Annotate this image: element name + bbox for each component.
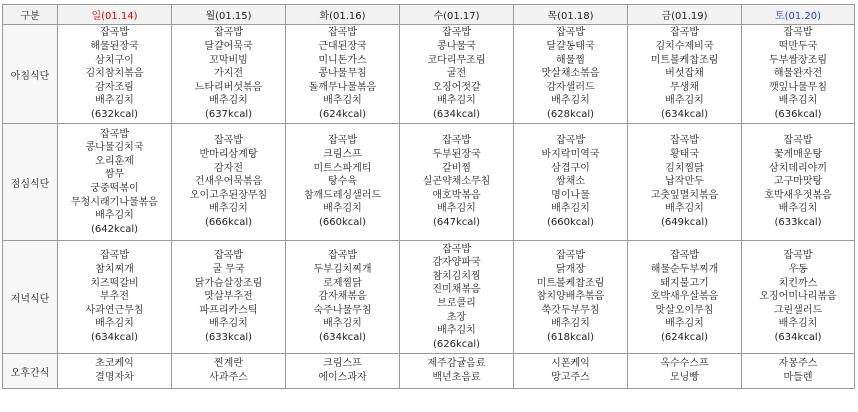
menu-item: 오징어젓갈 xyxy=(432,81,481,93)
menu-item: 그린샐러드 xyxy=(773,304,823,316)
menu-item: 닭개장 xyxy=(556,264,585,276)
menu-item: 배추김치 xyxy=(209,318,248,330)
menu-item: 파프리카스틱 xyxy=(199,304,258,316)
menu-item: 김치참치볶음 xyxy=(85,68,144,80)
meal-cell xyxy=(628,25,742,124)
menu-item: 자몽주스 xyxy=(778,358,818,370)
menu-item: (649kcal) xyxy=(660,216,709,228)
meal-cell xyxy=(58,354,172,389)
menu-item: 크림스프 xyxy=(323,358,362,370)
menu-item: 꼬막비빔 xyxy=(209,54,248,66)
menu-item: 달걀어묵국 xyxy=(204,41,253,53)
menu-item: 맛살부추전 xyxy=(204,291,253,303)
meal-cell xyxy=(286,25,400,124)
menu-item: 해물완자전 xyxy=(773,68,823,80)
menu-item: 감자샐러드 xyxy=(546,81,595,93)
menu-item: 잡곡밥 xyxy=(670,27,699,39)
menu-item: 맛살채소볶음 xyxy=(541,68,600,80)
menu-item: (634kcal) xyxy=(660,108,709,120)
menu-item: 갈비찜 xyxy=(442,162,471,174)
menu-item: 삼겹구이 xyxy=(551,162,590,174)
menu-item: 감자양파국 xyxy=(432,257,481,269)
meal-cell xyxy=(628,124,742,241)
menu-item: 잡곡밥 xyxy=(214,27,243,39)
menu-item: 돼지불고기 xyxy=(660,277,709,289)
menu-item: 감자채볶음 xyxy=(318,291,367,303)
menu-item: 배추김치 xyxy=(778,318,818,330)
menu-item: 잡곡밥 xyxy=(783,135,813,147)
menu-item: 건새우어묵볶음 xyxy=(194,176,263,188)
meal-cell xyxy=(172,241,286,354)
menu-item: 쌈무 xyxy=(104,169,125,181)
menu-item: 탕수육 xyxy=(328,176,357,188)
meal-cell xyxy=(172,25,286,124)
menu-item: (628kcal) xyxy=(546,108,595,120)
menu-item: 배추김치 xyxy=(323,95,362,107)
menu-item: 버섯잡채 xyxy=(665,68,704,80)
menu-item: 실곤약채소무침 xyxy=(422,176,491,188)
menu-item: 호박새우살볶음 xyxy=(650,291,719,303)
menu-item: 돌깨무나물볶음 xyxy=(308,81,377,93)
menu-item: 잡곡밥 xyxy=(328,135,357,147)
meal-cell xyxy=(172,354,286,389)
meal-cell xyxy=(514,124,628,241)
day-header: 화(01.16) xyxy=(286,5,400,25)
menu-item: 참치김치찜 xyxy=(432,270,481,282)
day-header: 수(01.17) xyxy=(400,5,514,25)
menu-item: (634kcal) xyxy=(90,331,139,343)
menu-item: 잡곡밥 xyxy=(100,128,129,140)
meal-label: 오후간식 xyxy=(3,354,58,389)
menu-item: 잡곡밥 xyxy=(783,250,813,262)
menu-item: 제주감귤음료 xyxy=(427,358,486,370)
menu-item: 반마리삼계탕 xyxy=(199,149,258,161)
menu-item: 잡곡밥 xyxy=(100,250,129,262)
menu-item: 잡곡밥 xyxy=(214,135,243,147)
meal-row-dinner xyxy=(3,241,855,354)
menu-item: 호박새우젓볶음 xyxy=(764,189,832,201)
menu-item: 쌈채소 xyxy=(556,176,585,188)
menu-item: 무청시래기나물볶음 xyxy=(71,196,158,208)
meal-row-snack xyxy=(3,354,855,389)
menu-item: 떡만두국 xyxy=(778,41,818,53)
menu-item: 초장 xyxy=(446,311,467,323)
menu-item: 배추김치 xyxy=(665,203,704,215)
menu-item: 납작만두 xyxy=(665,176,704,188)
menu-item: (626kcal) xyxy=(432,338,481,350)
menu-item: 콩나물김치국 xyxy=(85,142,144,154)
menu-item: (634kcal) xyxy=(318,331,367,343)
menu-item: 잡곡밥 xyxy=(670,250,699,262)
meal-label: 저녁식단 xyxy=(3,241,58,354)
menu-item: 사과주스 xyxy=(209,372,248,383)
menu-item: (636kcal) xyxy=(774,108,822,120)
menu-item: 해물된장국 xyxy=(90,41,139,53)
meal-cell xyxy=(286,124,400,241)
menu-item: 애호박볶음 xyxy=(432,189,481,201)
menu-item: (660kcal) xyxy=(546,216,595,228)
menu-item: 고구마맛탕 xyxy=(773,176,823,188)
menu-item: 배추김치 xyxy=(95,210,134,222)
menu-item: 배추김치 xyxy=(665,318,704,330)
menu-item: 마들렌 xyxy=(783,372,813,383)
day-header: 일(01.14) xyxy=(58,5,172,25)
menu-item: 잡곡밥 xyxy=(214,250,243,262)
menu-item: 미니돈가스 xyxy=(318,54,367,66)
menu-item: 콩나물국 xyxy=(437,41,476,53)
menu-item: 배추김치 xyxy=(437,325,476,337)
menu-item: (632kcal) xyxy=(90,108,139,120)
menu-item: 잡곡밥 xyxy=(670,135,699,147)
menu-item: 두부김치찌개 xyxy=(313,264,372,276)
menu-item: 부추전 xyxy=(100,291,129,303)
menu-item: 잡곡밥 xyxy=(556,27,585,39)
meal-cell xyxy=(514,354,628,389)
weekly-meal-table-wrapper xyxy=(2,4,855,389)
menu-item: 망고주스 xyxy=(551,372,590,383)
menu-item: 콩나물무침 xyxy=(318,68,367,80)
menu-item: 가지전 xyxy=(214,68,243,80)
menu-item: 미트볼케찹조림 xyxy=(650,54,719,66)
menu-item: 꽃게매운탕 xyxy=(773,149,823,161)
menu-item: 바지락미역국 xyxy=(541,149,600,161)
menu-item: 시폰케익 xyxy=(551,358,590,370)
meal-cell xyxy=(742,354,855,389)
meal-row-lunch xyxy=(3,124,855,241)
header-category-label: 구분 xyxy=(3,5,58,25)
meal-cell xyxy=(172,124,286,241)
menu-item: 참치양배추볶음 xyxy=(536,291,605,303)
meal-cell xyxy=(400,354,514,389)
menu-item: 배추김치 xyxy=(209,203,248,215)
menu-item: 감자전 xyxy=(214,162,243,174)
meal-cell xyxy=(400,241,514,354)
meal-cell xyxy=(400,124,514,241)
meal-cell xyxy=(628,241,742,354)
menu-item: 배추김치 xyxy=(95,95,134,107)
menu-item: (634kcal) xyxy=(774,331,822,343)
menu-item: 무생채 xyxy=(670,81,699,93)
weekly-meal-table xyxy=(2,4,855,389)
menu-item: 느타리버섯볶음 xyxy=(194,81,263,93)
menu-item: (642kcal) xyxy=(90,223,139,235)
menu-item: 잡곡밥 xyxy=(328,27,357,39)
menu-item: (660kcal) xyxy=(318,216,367,228)
menu-item: 배추김치 xyxy=(551,318,590,330)
meal-cell xyxy=(742,25,855,124)
menu-item: 치즈떡갈비 xyxy=(90,277,139,289)
meal-cell xyxy=(286,354,400,389)
menu-item: 치킨까스 xyxy=(778,277,818,289)
meal-cell xyxy=(514,241,628,354)
meal-cell xyxy=(286,241,400,354)
menu-item: 고춧잎멸치볶음 xyxy=(650,189,719,201)
menu-item: (633kcal) xyxy=(204,331,253,343)
menu-item: 배추김치 xyxy=(95,318,134,330)
menu-item: (624kcal) xyxy=(660,331,709,343)
menu-item: 배추김치 xyxy=(323,318,362,330)
menu-item: 배추김치 xyxy=(323,203,362,215)
menu-item: 김치수제비국 xyxy=(655,41,714,53)
menu-item: 해물찜 xyxy=(556,54,585,66)
menu-item: 진미채볶음 xyxy=(432,284,481,296)
meal-table-body xyxy=(3,25,855,389)
meal-label: 아침식단 xyxy=(3,25,58,124)
menu-item: 쑥갓두부무침 xyxy=(541,304,600,316)
menu-item: 결명자차 xyxy=(95,372,134,383)
menu-item: 두부쌈장조림 xyxy=(769,54,827,66)
menu-item: 미트스파게티 xyxy=(313,162,372,174)
menu-item: 궁중떡볶이 xyxy=(90,183,139,194)
meal-cell xyxy=(628,354,742,389)
menu-item: 굴전 xyxy=(446,68,467,80)
menu-item: (633kcal) xyxy=(774,216,822,228)
meal-cell xyxy=(742,124,855,241)
menu-item: 로제찜닭 xyxy=(323,277,362,289)
menu-item: (666kcal) xyxy=(204,216,253,228)
menu-item: 황태국 xyxy=(670,149,699,161)
menu-item: (624kcal) xyxy=(318,108,367,120)
menu-item: 깻잎나물무침 xyxy=(769,81,827,93)
menu-item: 초코케익 xyxy=(95,358,134,370)
header-row xyxy=(3,5,855,25)
menu-item: 오징어미나리볶음 xyxy=(759,291,837,303)
menu-item: 두부된장국 xyxy=(432,149,481,161)
day-header: 월(01.15) xyxy=(172,5,286,25)
meal-cell xyxy=(58,124,172,241)
meal-cell xyxy=(58,241,172,354)
menu-item: 배추김치 xyxy=(209,95,248,107)
menu-item: 미트볼케찹조림 xyxy=(536,277,605,289)
menu-item: 오이고추된장무침 xyxy=(189,189,268,201)
meal-cell xyxy=(742,241,855,354)
menu-item: (637kcal) xyxy=(204,108,253,120)
menu-item: 모닝빵 xyxy=(670,372,699,383)
menu-item: 사과연근무침 xyxy=(85,304,144,316)
menu-item: 잡곡밥 xyxy=(442,135,471,147)
menu-item: 달걀동태국 xyxy=(546,41,595,53)
menu-item: 잡곡밥 xyxy=(328,250,357,262)
menu-item: 배추김치 xyxy=(778,95,818,107)
menu-item: 옥수수스프 xyxy=(660,358,709,370)
menu-item: 해물순두부찌개 xyxy=(650,264,719,276)
menu-item: 찐계란 xyxy=(214,358,243,370)
menu-item: 근대된장국 xyxy=(318,41,367,53)
menu-item: 배추김치 xyxy=(437,95,476,107)
menu-item: 잡곡밥 xyxy=(442,243,471,255)
menu-item: 배추김치 xyxy=(437,203,476,215)
day-header: 목(01.18) xyxy=(514,5,628,25)
menu-item: 잡곡밥 xyxy=(783,27,813,39)
menu-item: 브로콜리 xyxy=(437,298,476,309)
menu-item: 명이나물 xyxy=(551,189,590,201)
menu-item: (647kcal) xyxy=(432,216,481,228)
menu-item: 백년초음료 xyxy=(432,372,481,383)
day-header: 금(01.19) xyxy=(628,5,742,25)
meal-label: 점심식단 xyxy=(3,124,58,241)
menu-item: 삼치데리야끼 xyxy=(769,162,827,174)
menu-item: 굴 무국 xyxy=(212,264,245,276)
menu-item: 닭가슴살장조림 xyxy=(194,277,263,289)
menu-item: 잡곡밥 xyxy=(442,27,471,39)
menu-item: 삼치구이 xyxy=(95,54,134,66)
menu-item: 참치찌개 xyxy=(95,264,134,276)
menu-item: 잡곡밥 xyxy=(100,27,129,39)
menu-item: 배추김치 xyxy=(778,203,818,215)
day-header: 토(01.20) xyxy=(742,5,855,25)
menu-item: 오리훈제 xyxy=(95,155,134,167)
menu-item: 코다리무조림 xyxy=(427,54,486,66)
menu-item: 배추김치 xyxy=(665,95,704,107)
menu-item: 배추김치 xyxy=(551,95,590,107)
menu-item: 크림스프 xyxy=(323,149,362,161)
meal-row-breakfast xyxy=(3,25,855,124)
menu-item: 숙주나물무침 xyxy=(313,304,372,316)
menu-item: (618kcal) xyxy=(546,331,595,343)
menu-item: 감자조림 xyxy=(95,81,134,93)
menu-item: 참깨드레싱샐러드 xyxy=(303,189,382,201)
meal-cell xyxy=(400,25,514,124)
menu-item: 우동 xyxy=(788,264,808,276)
meal-cell xyxy=(58,25,172,124)
menu-item: 배추김치 xyxy=(551,203,590,215)
menu-item: 에이스과자 xyxy=(318,372,367,383)
menu-item: 김치찜닭 xyxy=(665,162,704,174)
meal-cell xyxy=(514,25,628,124)
menu-item: 맛살오이무침 xyxy=(655,304,714,316)
menu-item: 잡곡밥 xyxy=(556,250,585,262)
menu-item: 잡곡밥 xyxy=(556,135,585,147)
menu-item: (634kcal) xyxy=(432,108,481,120)
